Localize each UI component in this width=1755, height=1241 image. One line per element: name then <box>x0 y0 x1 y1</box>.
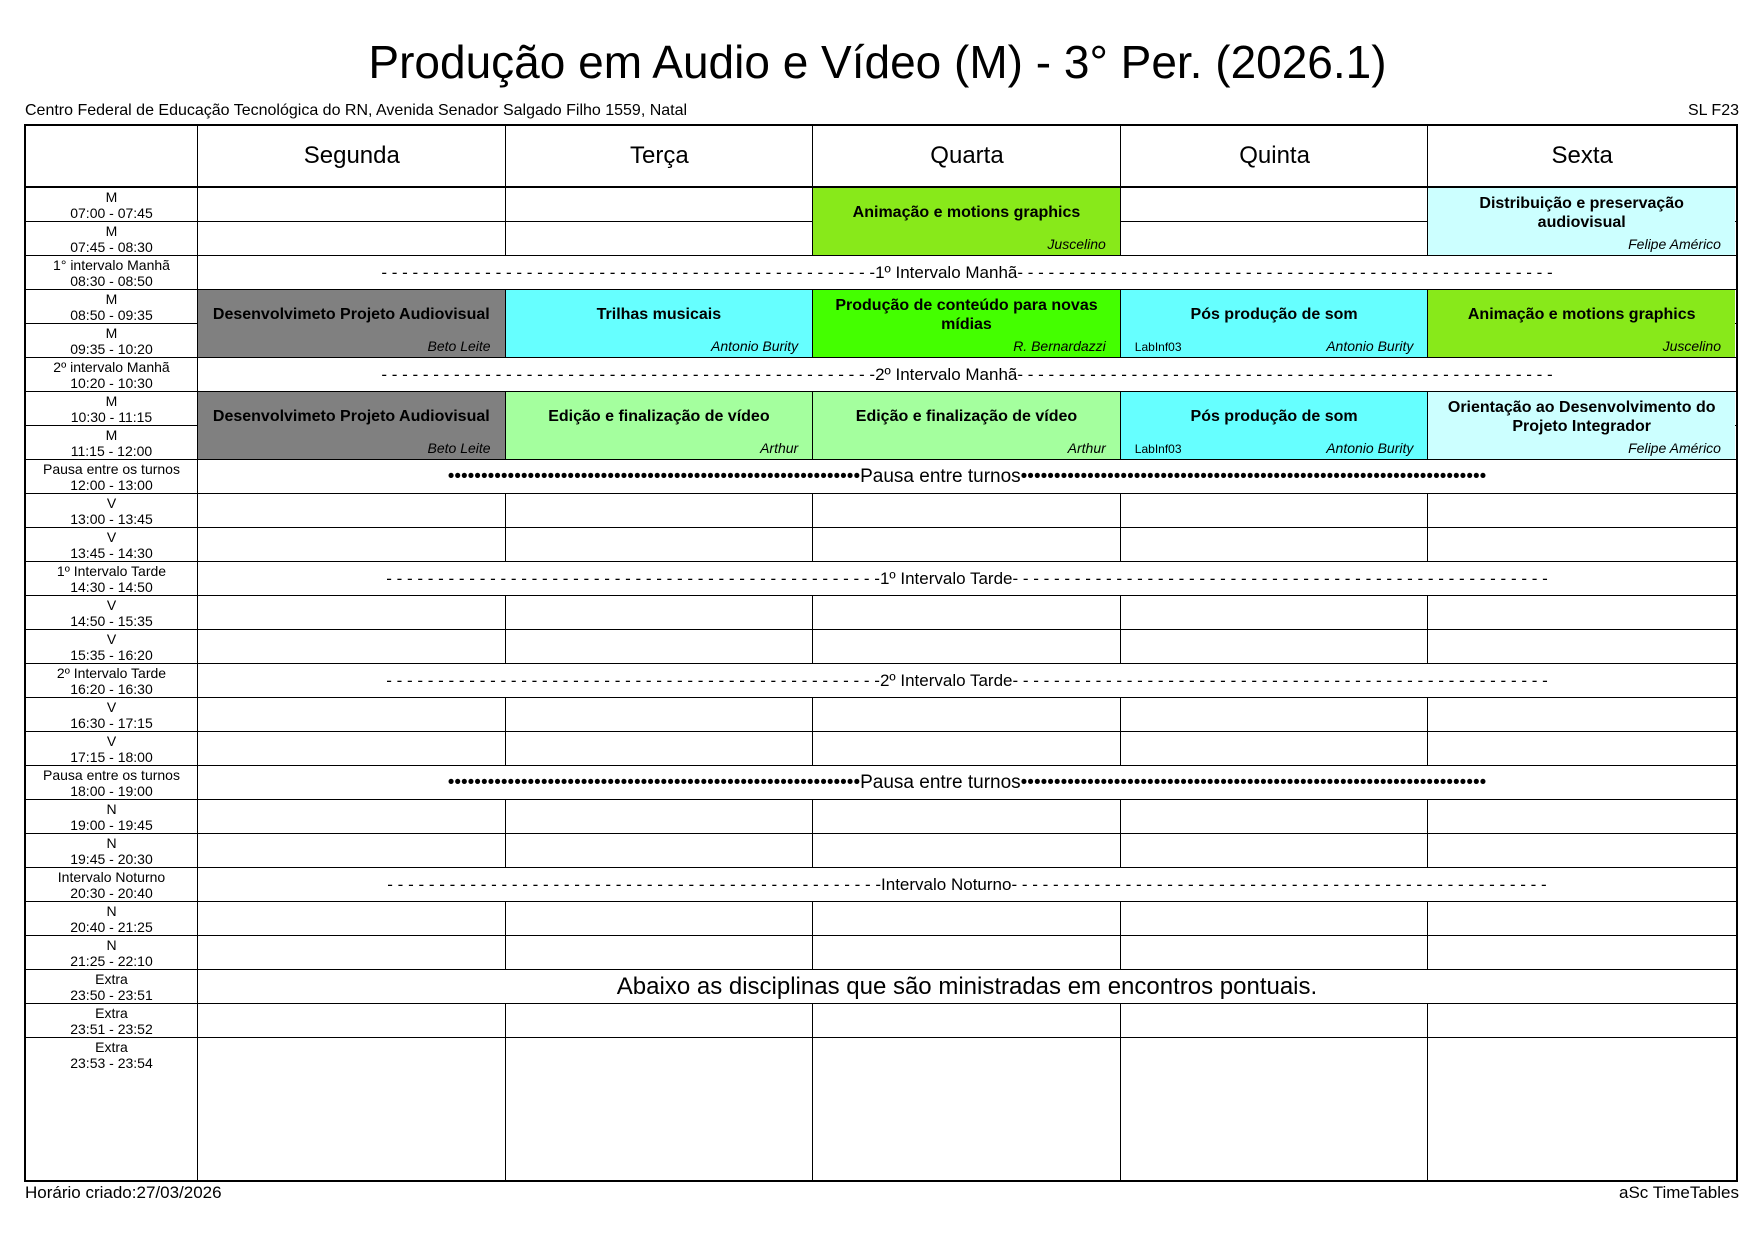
row-divider <box>26 493 1736 494</box>
time-slot <box>26 358 197 391</box>
break-band <box>198 970 1736 1003</box>
lesson-subject: Edição e finalização de vídeo <box>855 408 1078 425</box>
created-date: Horário criado:27/03/2026 <box>25 1183 222 1202</box>
room-code: SL F23 <box>1688 102 1739 119</box>
time-slot-time: 14:50 - 15:35 <box>70 612 153 629</box>
time-slot-label: V <box>106 596 117 613</box>
time-slot-time: 19:00 - 19:45 <box>70 816 153 833</box>
time-slot <box>26 494 197 527</box>
time-slot-time: 10:20 - 10:30 <box>70 374 153 391</box>
lesson-subject: Distribuição e preservação audiovisual <box>1479 194 1684 231</box>
time-slot <box>26 766 197 799</box>
time-slot <box>26 936 197 969</box>
dot-leader-left: •••••••••••••••••••••••••••••••••••••••••••••••••••••••••••••• <box>447 771 861 793</box>
time-slot <box>26 222 197 255</box>
time-slot-label: 1º Intervalo Tarde <box>56 562 167 579</box>
lesson-subject: Pós produção de som <box>1190 306 1358 323</box>
break-label: 1º Intervalo Tarde <box>879 568 1013 588</box>
time-slot-label: V <box>106 630 117 647</box>
lesson-subject: Edição e finalização de vídeo <box>548 408 770 425</box>
generator-credit: aSc TimeTables <box>1619 1183 1739 1202</box>
dot-leader-left: •••••••••••••••••••••••••••••••••••••••••••••••••••••••••••••• <box>447 465 861 487</box>
time-slot-label: Extra <box>95 970 128 987</box>
time-slot-time: 20:30 - 20:40 <box>70 884 153 901</box>
time-slot-label: Pausa entre os turnos <box>43 766 180 783</box>
break-label: Intervalo Noturno <box>881 874 1012 894</box>
lesson-teacher: Antonio Burity <box>1326 338 1414 354</box>
time-slot-time: 08:30 - 08:50 <box>70 272 153 289</box>
dash-leader-right: - - - - - - - - - - - - - - - - - - - - - - - - - - - - - - - - - - - - - - - - - - - - - - - - - - - - <box>1012 568 1548 588</box>
break-band <box>198 460 1736 493</box>
time-slot-label: Extra <box>95 1038 128 1055</box>
time-slot-time: 13:00 - 13:45 <box>70 510 153 527</box>
lesson-teacher: Felipe Américo <box>1628 440 1721 456</box>
time-slot <box>26 664 197 697</box>
lesson-teacher: Arthur <box>760 440 799 456</box>
lesson-teacher: Felipe Américo <box>1628 236 1721 252</box>
lesson-teacher: Beto Leite <box>427 338 491 354</box>
time-slot-time: 07:00 - 07:45 <box>70 204 153 221</box>
lesson-subject: Trilhas musicais <box>596 306 722 323</box>
lesson-teacher: Juscelino <box>1047 236 1106 252</box>
time-slot <box>26 256 197 289</box>
time-slot-label: V <box>106 528 117 545</box>
break-label: 1º Intervalo Manhã <box>875 262 1018 282</box>
dash-leader-right: - - - - - - - - - - - - - - - - - - - - - - - - - - - - - - - - - - - - - - - - - - - - - - - - - - - - <box>1017 364 1553 384</box>
dash-leader-right: - - - - - - - - - - - - - - - - - - - - - - - - - - - - - - - - - - - - - - - - - - - - - - - - - - - - <box>1011 874 1547 894</box>
time-slot-time: 23:53 - 23:54 <box>70 1054 153 1071</box>
lesson-teacher: Beto Leite <box>427 440 491 456</box>
break-label: 2º Intervalo Manhã <box>875 364 1018 384</box>
lesson-card[interactable] <box>1121 290 1428 357</box>
dash-leader-right: - - - - - - - - - - - - - - - - - - - - - - - - - - - - - - - - - - - - - - - - - - - - - - - - - - - - <box>1012 670 1548 690</box>
row-divider <box>26 595 1736 596</box>
time-slot-time: 10:30 - 11:15 <box>70 408 153 425</box>
extra-notice: Abaixo as disciplinas que são ministradas em encontros pontuais. <box>616 972 1318 1000</box>
time-slot-time: 21:25 - 22:10 <box>70 952 153 969</box>
break-band <box>198 256 1736 289</box>
time-slot-time: 19:45 - 20:30 <box>70 850 153 867</box>
time-slot-label: M <box>105 222 118 239</box>
break-label: 2º Intervalo Tarde <box>879 670 1013 690</box>
dash-leader-right: - - - - - - - - - - - - - - - - - - - - - - - - - - - - - - - - - - - - - - - - - - - - - - - - - - - - <box>1017 262 1553 282</box>
row-divider <box>26 1003 1736 1004</box>
lesson-subject: Pós produção de som <box>1190 408 1358 425</box>
lesson-card[interactable] <box>813 392 1120 459</box>
lesson-room: LabInf03 <box>1134 442 1182 456</box>
time-slot <box>26 290 197 323</box>
lesson-room: LabInf03 <box>1134 340 1182 354</box>
dash-leader-left: - - - - - - - - - - - - - - - - - - - - - - - - - - - - - - - - - - - - - - - - - - - - - - - - <box>386 670 880 690</box>
lesson-card[interactable] <box>1428 392 1735 459</box>
lesson-teacher: Juscelino <box>1662 338 1721 354</box>
dash-leader-left: - - - - - - - - - - - - - - - - - - - - - - - - - - - - - - - - - - - - - - - - - - - - - - - - <box>381 364 876 384</box>
time-slot-time: 14:30 - 14:50 <box>70 578 153 595</box>
row-divider <box>26 697 1736 698</box>
lesson-card[interactable] <box>198 392 505 459</box>
time-slot <box>26 970 197 1003</box>
time-slot-label: M <box>105 290 118 307</box>
lesson-card[interactable] <box>506 290 813 357</box>
time-slot-label: N <box>106 834 117 851</box>
lesson-card[interactable] <box>198 290 505 357</box>
time-slot-label: M <box>105 426 118 443</box>
time-slot-time: 18:00 - 19:00 <box>70 782 153 799</box>
break-band <box>198 358 1736 391</box>
break-band <box>198 766 1736 799</box>
row-divider <box>26 935 1736 936</box>
day-header: Sexta <box>1551 142 1613 169</box>
time-slot <box>26 630 197 663</box>
time-slot-time: 20:40 - 21:25 <box>70 918 153 935</box>
lesson-subject: Desenvolvimeto Projeto Audiovisual <box>212 306 490 323</box>
time-slot-time: 12:00 - 13:00 <box>70 476 153 493</box>
time-slot-label: M <box>105 392 118 409</box>
time-slot-label: N <box>106 800 117 817</box>
break-label: Pausa entre turnos <box>860 771 1021 793</box>
dash-leader-left: - - - - - - - - - - - - - - - - - - - - - - - - - - - - - - - - - - - - - - - - - - - - - - - - <box>386 568 880 588</box>
time-slot-label: V <box>106 698 117 715</box>
time-slot <box>26 732 197 765</box>
time-slot-label: 2º intervalo Manhã <box>53 358 170 375</box>
time-slot-label: Extra <box>95 1004 128 1021</box>
time-slot-time: 16:30 - 17:15 <box>70 714 153 731</box>
time-slot-label: Pausa entre os turnos <box>43 460 180 477</box>
time-slot-time: 11:15 - 12:00 <box>70 442 153 459</box>
lesson-card[interactable] <box>1121 392 1428 459</box>
day-header: Quarta <box>930 142 1004 169</box>
dot-leader-right: •••••••••••••••••••••••••••••••••••••••••••••••••••••••••••••••••••••• <box>1020 771 1487 793</box>
time-slot <box>26 426 197 459</box>
time-slot <box>26 392 197 425</box>
time-slot-time: 08:50 - 09:35 <box>70 306 153 323</box>
time-slot-time: 09:35 - 10:20 <box>70 340 153 357</box>
time-slot-label: V <box>106 494 117 511</box>
time-slot <box>26 868 197 901</box>
lesson-card[interactable] <box>1428 188 1735 255</box>
time-slot-label: V <box>106 732 117 749</box>
time-slot-time: 07:45 - 08:30 <box>70 238 153 255</box>
time-slot <box>26 596 197 629</box>
row-divider <box>26 731 1736 732</box>
dash-leader-left: - - - - - - - - - - - - - - - - - - - - - - - - - - - - - - - - - - - - - - - - - - - - - - - - <box>381 262 876 282</box>
time-slot <box>26 1038 197 1071</box>
time-slot-time: 23:51 - 23:52 <box>70 1020 153 1037</box>
time-slot-label: 1° intervalo Manhã <box>53 256 170 273</box>
time-slot <box>26 460 197 493</box>
time-slot-time: 17:15 - 18:00 <box>70 748 153 765</box>
time-slot-label: M <box>105 188 118 205</box>
time-slot <box>26 528 197 561</box>
day-header: Terça <box>630 142 689 169</box>
lesson-teacher: Antonio Burity <box>711 338 799 354</box>
lesson-subject: Animação e motions graphics <box>1467 306 1696 323</box>
time-slot-label: 2º Intervalo Tarde <box>56 664 167 681</box>
time-slot-label: Intervalo Noturno <box>57 868 166 885</box>
lesson-subject: Animação e motions graphics <box>852 204 1081 221</box>
dot-leader-right: •••••••••••••••••••••••••••••••••••••••••••••••••••••••••••••••••••••• <box>1020 465 1487 487</box>
lesson-teacher: Arthur <box>1067 440 1106 456</box>
day-header: Quinta <box>1239 142 1310 169</box>
time-slot-time: 23:50 - 23:51 <box>70 986 153 1003</box>
row-divider <box>26 629 1736 630</box>
row-divider <box>26 799 1736 800</box>
time-slot <box>26 562 197 595</box>
time-slot-time: 13:45 - 14:30 <box>70 544 153 561</box>
row-divider <box>26 1037 1736 1038</box>
time-slot <box>26 698 197 731</box>
lesson-card[interactable] <box>506 392 813 459</box>
time-slot-label: M <box>105 324 118 341</box>
time-slot <box>26 902 197 935</box>
time-slot-time: 15:35 - 16:20 <box>70 646 153 663</box>
time-slot <box>26 1004 197 1037</box>
lesson-teacher: R. Bernardazzi <box>1013 338 1106 354</box>
time-slot-time: 16:20 - 16:30 <box>70 680 153 697</box>
lesson-card[interactable] <box>813 188 1120 255</box>
time-slot-label: N <box>106 936 117 953</box>
lesson-subject: Produção de conteúdo para novas mídias <box>835 296 1098 333</box>
timetable-grid <box>24 124 1738 1182</box>
break-band <box>198 868 1736 901</box>
day-header: Segunda <box>303 142 400 169</box>
break-band <box>198 562 1736 595</box>
time-slot <box>26 800 197 833</box>
lesson-subject: Orientação ao Desenvolvimento do Projeto Integrador <box>1447 398 1716 435</box>
time-slot <box>26 324 197 357</box>
lesson-subject: Desenvolvimeto Projeto Audiovisual <box>212 408 490 425</box>
time-slot-label: N <box>106 902 117 919</box>
row-divider <box>26 901 1736 902</box>
row-divider <box>26 527 1736 528</box>
break-label: Pausa entre turnos <box>860 465 1021 487</box>
time-slot <box>26 834 197 867</box>
school-address: Centro Federal de Educação Tecnológica do RN, Avenida Senador Salgado Filho 1559, Natal <box>25 102 688 119</box>
row-divider <box>26 833 1736 834</box>
dash-leader-left: - - - - - - - - - - - - - - - - - - - - - - - - - - - - - - - - - - - - - - - - - - - - - - - - <box>387 874 882 894</box>
lesson-card[interactable] <box>1428 290 1735 357</box>
lesson-teacher: Antonio Burity <box>1326 440 1414 456</box>
break-band <box>198 664 1736 697</box>
lesson-card[interactable] <box>813 290 1120 357</box>
time-slot <box>26 188 197 221</box>
page-title: Produção em Audio e Vídeo (M) - 3° Per. (2026.1) <box>368 36 1387 88</box>
